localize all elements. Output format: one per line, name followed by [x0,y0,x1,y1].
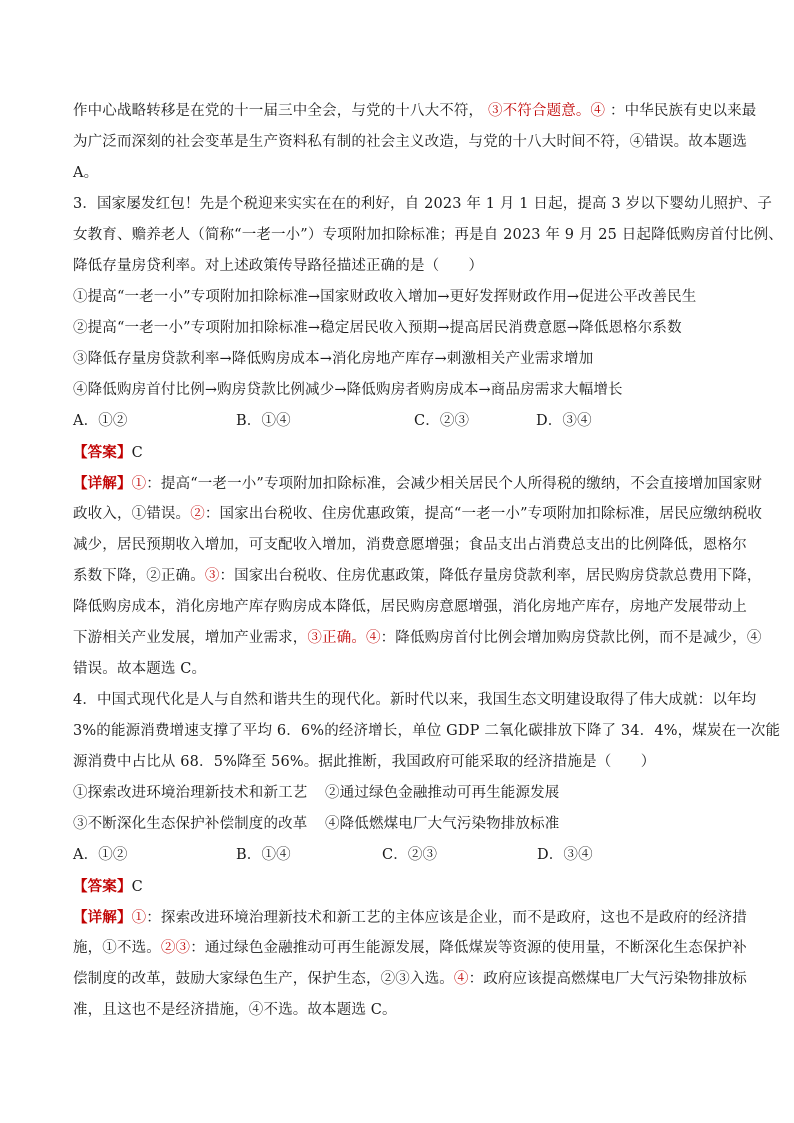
detail-text: 下游相关产业发展，增加产业需求， [73,630,308,646]
q3-option-2: ②提高“一老一小”专项附加扣除标准→稳定居民收入预期→提高居民消费意愿→降低恩格尔系数 [73,320,682,336]
detail-text: ：通过绿色金融推动可再生能源发展，降低煤炭等资源的使用量，不断深化生态保护补 [190,940,747,956]
q4-detail-line-1 [73,902,747,933]
q4-detail-line-2 [73,933,747,964]
q3-detail-line-6 [73,623,762,654]
q3-stem-line-2: 女教育、赡养老人（简称“一老一小”）专项附加扣除标准；再是自 2023 年 9 月 25 日起降低购房首付比例、 [73,227,783,243]
detail-text: ：探索改进环境治理新技术和新工艺的主体应该是企业，而不是政府，这也不是政府的经济措 [146,910,747,926]
detail-marker: ③正确。④ [307,630,381,646]
q3-detail-line-2 [73,499,763,530]
detail-marker: ① [131,476,147,492]
q4-choice-c: C．②③ [382,847,438,863]
detail-text: 施，①不选。 [73,940,161,956]
detail-marker: ②③ [160,940,191,956]
q4-options-row-1 [73,778,725,809]
q4-options-row-2 [73,809,725,840]
prev-detail-line-2: 为广泛而深刻的社会变革是生产资料私有制的社会主义改造，与党的十八大时间不符，④错误。故本题选 [73,134,747,150]
detail-text: ：降低购房首付比例会增加购房贷款比例，而不是减少，④ [380,630,762,646]
q3-detail-line-1 [73,468,763,499]
q3-choice-d: D．③④ [536,413,592,429]
detail-text: ：政府应该提高燃煤电厂大气污染物排放标 [468,971,747,987]
q3-detail-line-5: 降低购房成本，消化房地产库存购房成本降低，居民购房意愿增强，消化房地产库存，房地产发展带动上 [73,599,747,615]
q4-option-3: ③不断深化生态保护补偿制度的改革 [73,816,308,832]
q3-choice-c: C．②③ [414,413,470,429]
q4-stem-line-1: 4．中国式现代化是人与自然和谐共生的现代化。新时代以来，我国生态文明建设取得了伟大成就：以年均 [73,692,757,708]
q4-stem-line-2: 3%的能源消费增速支撑了平均 6．6%的经济增长，单位 GDP 二氧化碳排放下降了 34．4%，煤炭在一次能 [73,723,781,739]
detail-marker: ④ [453,971,469,987]
detail-text: ：提高“一老一小”专项附加扣除标准，会减少相关居民个人所得税的缴纳，不会直接增加国家财 [146,476,763,492]
q4-choice-d: D．③④ [537,847,593,863]
detail-marker: ② [190,506,205,522]
detail-text: ：国家出台税收、住房优惠政策，提高“一老一小”专项附加扣除标准，居民应缴纳税收 [204,506,763,522]
q4-choice-a: A．①② [73,847,128,863]
prev-detail-line-3: A。 [73,165,99,181]
q3-stem-line-3: 降低存量房贷利率。对上述政策传导路径描述正确的是（ ） [73,258,484,274]
q3-choice-b: B．①④ [236,413,291,429]
detail-marker: ③ [204,568,220,584]
prev-detail-line-1 [73,96,757,127]
answer-value: C [131,879,143,895]
q3-choices [73,406,725,437]
detail-text: 偿制度的改革，鼓励大家绿色生产，保护生态，②③入选。 [73,971,454,987]
prev-highlight: ③不符合题意。④ [487,103,606,119]
q4-stem-line-3: 源消费中占比从 68．5%降至 56%。据此推断，我国政府可能采取的经济措施是（ ） [73,754,656,770]
answer-tag: 【答案】 [73,444,132,461]
detail-tag: 【详解】 [73,475,132,492]
q3-detail-line-4 [73,561,762,592]
q4-choice-b: B．①④ [236,847,291,863]
q3-answer [73,437,725,468]
q4-option-2: ②通过绿色金融推动可再生能源发展 [325,785,560,801]
document-page [73,96,783,1026]
q3-stem-line-1: 3．国家屡发红包！先是个税迎来实实在在的利好，自 2023 年 1 月 1 日起，提高 3 岁以下婴幼儿照护、子 [73,196,773,212]
q4-detail-line-4: 准，且这也不是经济措施，④不选。故本题选 C。 [73,1002,397,1018]
q3-option-3: ③降低存量房贷款利率→降低购房成本→消化房地产库存→刺激相关产业需求增加 [73,351,594,367]
q3-option-1: ①提高“一老一小”专项附加扣除标准→国家财政收入增加→更好发挥财政作用→促进公平改善民生 [73,289,697,305]
detail-marker: ① [131,910,147,926]
q3-choice-a: A．①② [73,413,128,429]
q3-detail-line-3: 减少，居民预期收入增加，可支配收入增加，消费意愿增强；食品支出占消费总支出的比例降低，恩格尔 [73,537,747,553]
detail-tag: 【详解】 [73,909,132,926]
answer-value: C [131,445,143,461]
detail-text: 系数下降，②正确。 [73,568,205,584]
q3-detail-line-7: 错误。故本题选 C。 [73,661,207,677]
q3-option-4: ④降低购房首付比例→购房贷款比例减少→降低购房者购房成本→商品房需求大幅增长 [73,382,623,398]
prev-text: ：中华民族有史以来最 [609,103,757,119]
q4-choices [73,840,725,871]
q4-option-4: ④降低燃煤电厂大气污染物排放标准 [325,816,560,832]
prev-text: 作中心战略转移是在党的十一届三中全会，与党的十八大不符， [73,103,484,119]
q4-detail-line-3 [73,964,747,995]
q4-option-1: ①探索改进环境治理新技术和新工艺 [73,785,308,801]
answer-tag: 【答案】 [73,878,132,895]
q4-answer [73,871,725,902]
detail-text: ：国家出台税收、住房优惠政策，降低存量房贷款利率，居民购房贷款总费用下降， [219,568,762,584]
detail-text: 政收入，①错误。 [73,506,191,522]
